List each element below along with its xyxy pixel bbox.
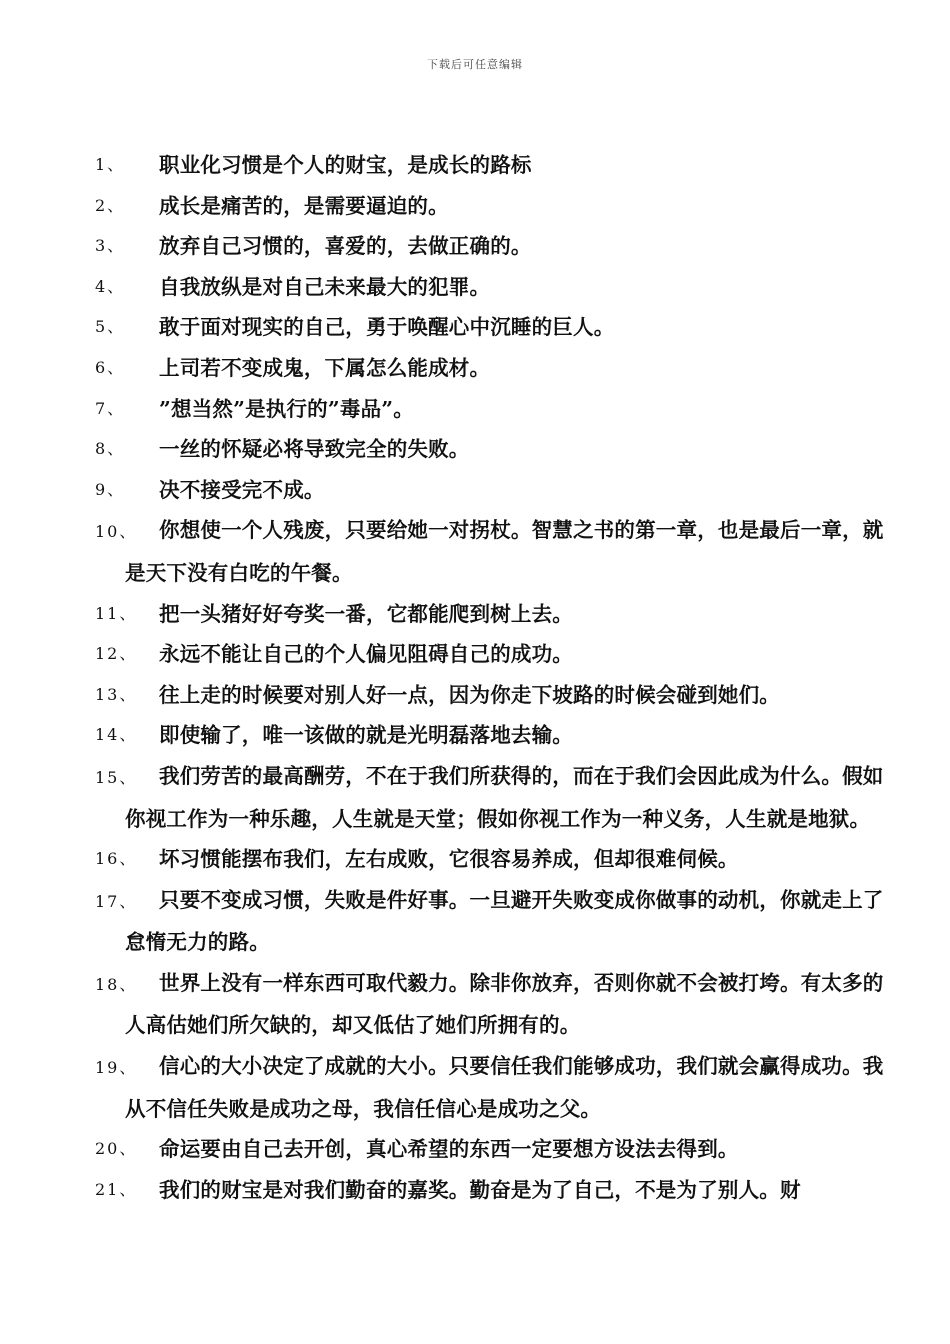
item-text: 成长是痛苦的，是需要逼迫的。	[159, 193, 449, 218]
item-text: 你想使一个人残废，只要给她一对拐杖。智慧之书的第一章，也是最后一章，就是天下没有白吃的午餐。	[125, 518, 884, 585]
item-text: 我们的财宝是对我们勤奋的嘉奖。勤奋是为了自己，不是为了别人。财	[159, 1177, 801, 1202]
list-item	[95, 839, 885, 880]
item-text: 只要不变成习惯，失败是件好事。一旦避开失败变成你做事的动机，你就走上了怠惰无力的路。	[125, 887, 884, 955]
list-item	[95, 715, 885, 756]
list-item	[95, 1129, 885, 1170]
item-text: 职业化习惯是个人的财宝，是成长的路标	[159, 153, 532, 177]
item-text: 世界上没有一样东西可取代毅力。除非你放弃，否则你就不会被打垮。有太多的人高估她们所欠缺的，却又低估了她们所拥有的。	[125, 970, 884, 1038]
item-number: 7、	[95, 398, 126, 418]
list-item	[95, 226, 885, 267]
list-item	[95, 186, 885, 227]
list-item	[95, 634, 885, 675]
item-number: 21、	[95, 1179, 138, 1199]
list-item	[95, 429, 885, 470]
item-number: 12、	[95, 644, 138, 664]
item-number: 13、	[95, 684, 138, 704]
item-number: 11、	[95, 603, 138, 623]
item-text: 永远不能让自己的个人偏见阻碍自己的成功。	[159, 642, 573, 667]
item-number: 19、	[95, 1058, 138, 1078]
item-text: 信心的大小决定了成就的大小。只要信任我们能够成功，我们就会赢得成功。我从不信任失败是成功之母，我信任信心是成功之父。	[125, 1054, 884, 1121]
item-text: 命运要由自己去开创，真心希望的东西一定要想方设法去得到。	[159, 1137, 739, 1162]
item-text: 我们劳苦的最高酬劳，不在于我们所获得的，而在于我们会因此成为什么。假如你视工作为一种乐趣，人生就是天堂；假如你视工作为一种义务，人生就是地狱。	[125, 763, 884, 831]
item-number: 2、	[95, 195, 126, 215]
list-item	[95, 963, 885, 1046]
quote-list	[95, 145, 885, 1210]
item-text: 一丝的怀疑必将导致完全的失败。	[159, 437, 470, 462]
item-number: 20、	[95, 1139, 138, 1159]
list-item	[95, 594, 885, 635]
item-number: 10、	[95, 522, 138, 542]
list-item	[95, 880, 885, 963]
list-item	[95, 145, 885, 186]
item-text: 往上走的时候要对别人好一点，因为你走下坡路的时候会碰到她们。	[159, 682, 780, 707]
item-text: ”想当然”是执行的”毒品”。	[159, 396, 414, 421]
item-text: 坏习惯能摆布我们，左右成败，它很容易养成，但却很难伺候。	[159, 847, 739, 872]
item-text: 即使输了，唯一该做的就是光明磊落地去输。	[159, 723, 573, 748]
item-number: 4、	[95, 276, 126, 296]
list-item	[95, 348, 885, 389]
item-number: 16、	[95, 849, 138, 869]
item-number: 14、	[95, 725, 138, 745]
page-header: 下载后可任意编辑	[427, 58, 523, 71]
item-number: 3、	[95, 236, 126, 256]
list-item	[95, 267, 885, 308]
item-text: 敢于面对现实的自己，勇于唤醒心中沉睡的巨人。	[159, 315, 615, 340]
list-item	[95, 675, 885, 716]
item-text: 上司若不变成鬼，下属怎么能成材。	[159, 355, 491, 380]
item-number: 9、	[95, 479, 126, 499]
item-number: 6、	[95, 357, 126, 377]
list-item	[95, 756, 885, 839]
list-item	[95, 389, 885, 430]
item-number: 17、	[95, 891, 138, 911]
list-item	[95, 307, 885, 348]
list-item	[95, 470, 885, 511]
item-number: 1、	[95, 155, 126, 174]
item-number: 15、	[95, 767, 138, 787]
list-item	[95, 1046, 885, 1129]
list-item	[95, 510, 885, 593]
item-number: 5、	[95, 317, 126, 337]
item-text: 放弃自己习惯的，喜爱的，去做正确的。	[159, 234, 532, 259]
item-number: 8、	[95, 439, 126, 459]
item-text: 把一头猪好好夸奖一番，它都能爬到树上去。	[159, 601, 573, 626]
list-item	[95, 1170, 885, 1211]
item-text: 自我放纵是对自己未来最大的犯罪。	[159, 274, 491, 299]
item-text: 决不接受完不成。	[159, 477, 325, 502]
item-number: 18、	[95, 974, 138, 994]
